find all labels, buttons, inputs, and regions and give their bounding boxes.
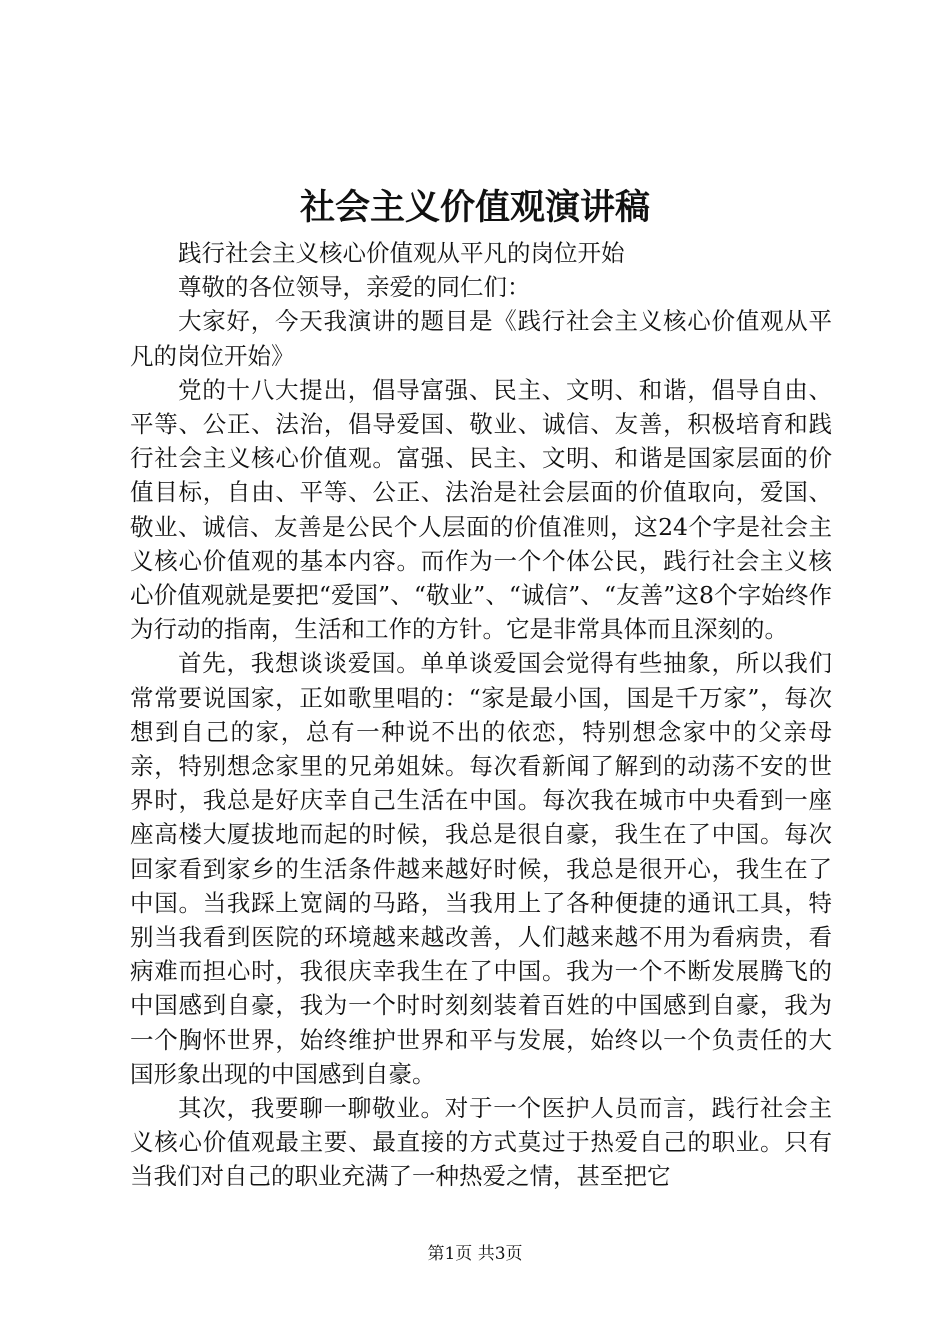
page-footer: 第1页 共3页 xyxy=(427,1244,523,1264)
paragraph-salutation: 尊敬的各位领导，亲爱的同仁们： xyxy=(178,273,531,302)
paragraph-dedication: 其次，我要聊一聊敬业。对于一个医护人员而言，践行社会主义核心价值观最主要、最直接的方式莫过于热爱自己的职业。只有当我们对自己的职业充满了一种热爱之情，甚至把它 xyxy=(130,1094,832,1191)
speech-subtitle: 践行社会主义核心价值观从平凡的岗位开始 xyxy=(178,239,625,267)
document-body xyxy=(130,236,832,1194)
paragraph-greeting: 大家好，今天我演讲的题目是《践行社会主义核心价值观从平凡的岗位开始》 xyxy=(130,307,832,370)
paragraph-core-values: 党的十八大提出，倡导富强、民主、文明、和谐，倡导自由、平等、公正、法治，倡导爱国、敬业、诚信、友善，积极培育和践行社会主义核心价值观。富强、民主、文明、和谐是国家层面的价值目标，自由、平等、公正、法治是社会层面的价值取向，爱国、敬业、诚信、友善是公民个人层面的价值准则，这24个字是社会主义核心价值观的基本内容。而作为一个个体公民，践行社会主义核心价值观就是要把“爱国”、“敬业”、“诚信”、“友善”这8个字始终作为行动的指南，生活和工作的方针。它是非常具体而且深刻的。 xyxy=(130,375,832,644)
document-title: 社会主义价值观演讲稿 xyxy=(299,187,650,228)
paragraph-patriotism: 首先，我想谈谈爱国。单单谈爱国会觉得有些抽象，所以我们常常要说国家，正如歌里唱的：“家是最小国，国是千万家”，每次想到自己的家，总有一种说不出的依恋，特别想念家中的父亲母亲，特别想念家里的兄弟姐妹。每次看新闻了解到的动荡不安的世界时，我总是好庆幸自己生活在中国。每次我在城市中央看到一座座高楼大厦拔地而起的时候，我总是很自豪，我生在了中国。每次回家看到家乡的生活条件越来越好时候，我总是很开心，我生在了中国。当我踩上宽阔的马路，当我用上了各种便捷的通讯工具，特别当我看到医院的环境越来越改善，人们越来越不用为看病贵，看病难而担心时，我很庆幸我生在了中国。我为一个不断发展腾飞的中国感到自豪，我为一个时时刻刻装着百姓的中国感到自豪，我为一个胸怀世界，始终维护世界和平与发展，始终以一个负责任的大国形象出现的中国感到自豪。 xyxy=(130,649,832,1088)
